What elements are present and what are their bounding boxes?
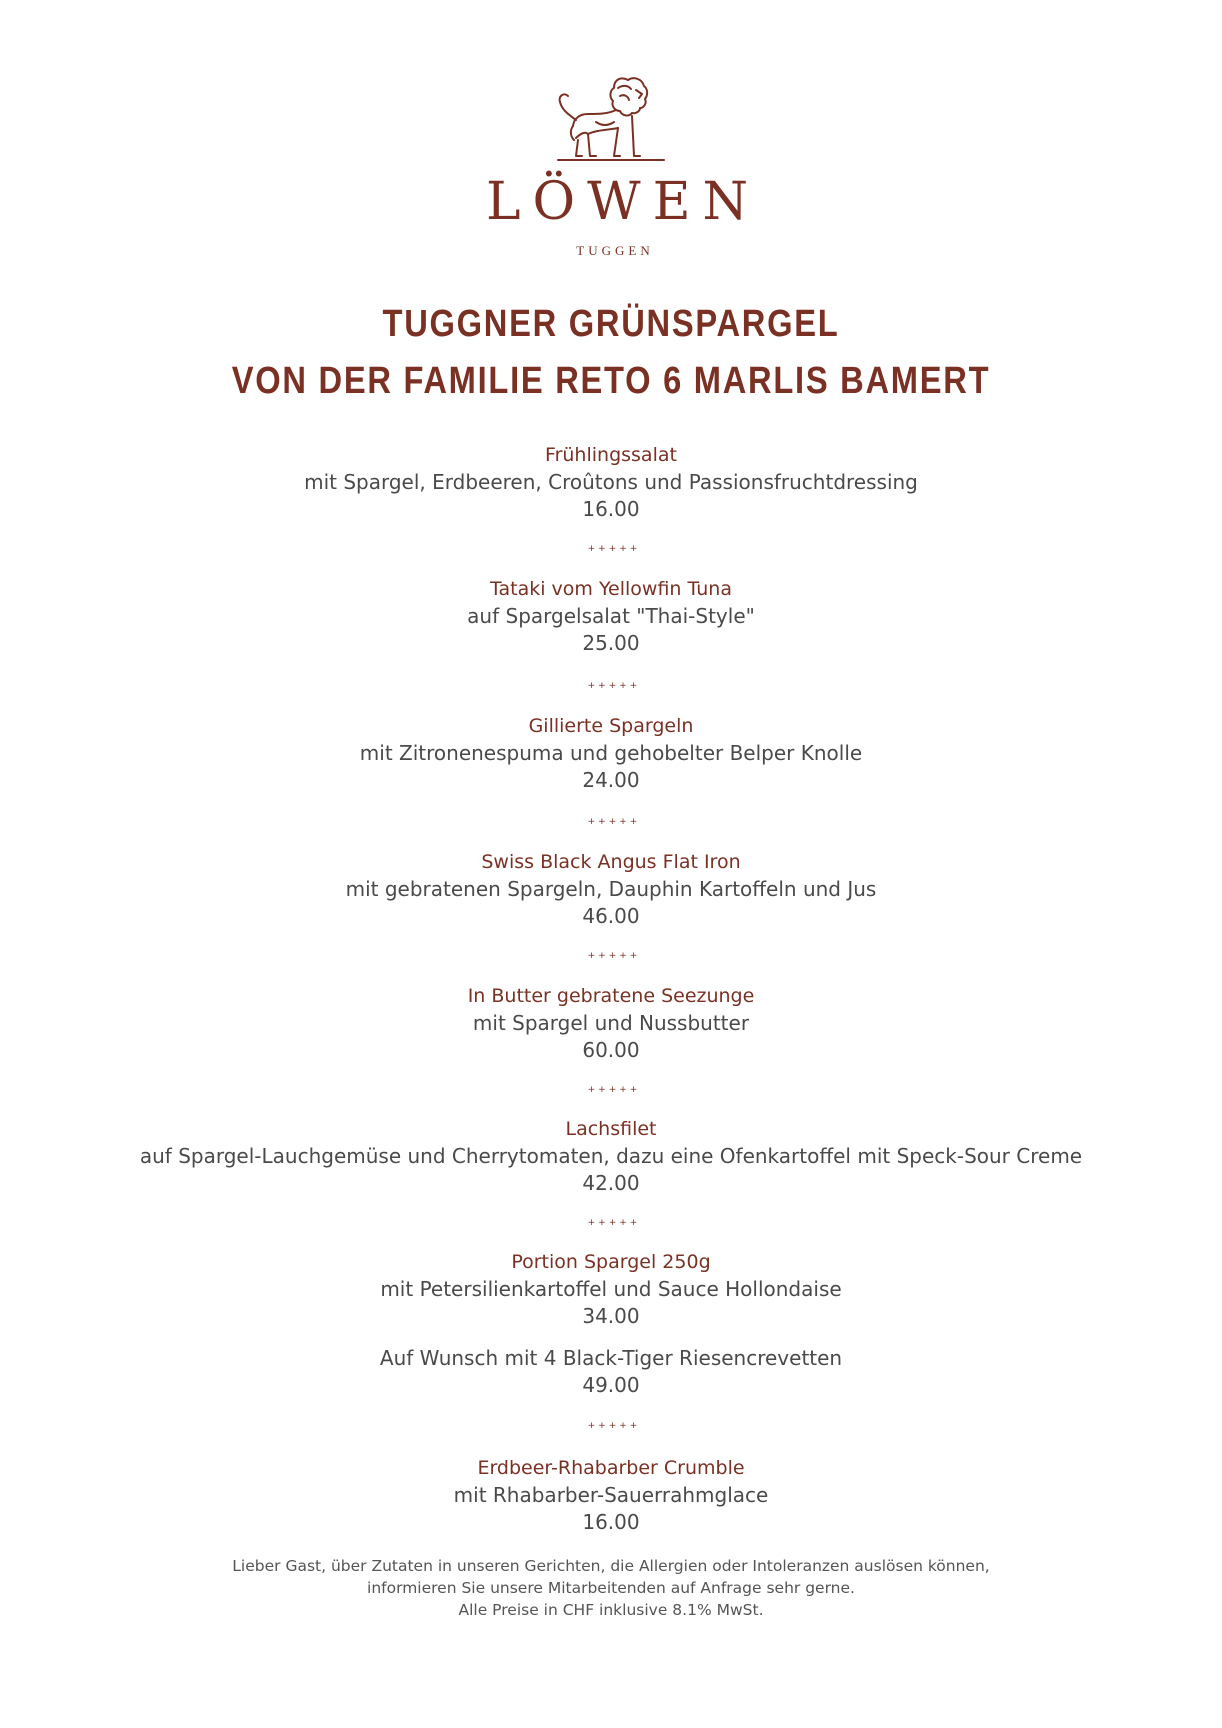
- menu-item: [0, 1249, 1222, 1330]
- menu-item-price: 24.00: [582, 768, 640, 792]
- lion-icon: [556, 70, 666, 170]
- menu-item-name: Portion Spargel 250g: [511, 1251, 711, 1273]
- divider: +++++: [587, 1421, 641, 1431]
- divider: +++++: [587, 1218, 641, 1228]
- menu-item-description: mit Spargel, Erdbeeren, Croûtons und Passionsfruchtdressing: [304, 470, 918, 494]
- menu-item-description: mit gebratenen Spargeln, Dauphin Kartoffeln und Jus: [345, 877, 877, 901]
- menu-item-description: mit Rhabarber-Sauerrahmglace: [453, 1483, 769, 1507]
- menu-item-name: In Butter gebratene Seezunge: [467, 985, 755, 1007]
- menu-item-name: Tataki vom Yellowfin Tuna: [490, 578, 732, 600]
- brand-name: LÖWEN: [485, 172, 761, 232]
- divider: +++++: [587, 1085, 641, 1095]
- menu-item: [0, 983, 1222, 1064]
- menu-item-price: 60.00: [582, 1038, 640, 1062]
- menu-item-price: 46.00: [582, 904, 640, 928]
- allergy-notice: [0, 1555, 1222, 1621]
- menu-item-option-price: 49.00: [582, 1373, 640, 1397]
- allergy-notice-line-1: Lieber Gast, über Zutaten in unseren Gerichten, die Allergien oder Intoleranzen auslösen können,: [232, 1557, 990, 1575]
- menu-item: [0, 1455, 1222, 1536]
- divider: +++++: [587, 817, 641, 827]
- logo: [0, 70, 1222, 170]
- divider: +++++: [587, 544, 641, 554]
- menu-item-price: 25.00: [582, 631, 640, 655]
- menu-item: [0, 1116, 1222, 1197]
- price-notice: Alle Preise in CHF inklusive 8.1% MwSt.: [458, 1601, 764, 1619]
- menu-item-description: mit Spargel und Nussbutter: [472, 1011, 750, 1035]
- menu-item-name: Swiss Black Angus Flat Iron: [481, 851, 741, 873]
- menu-item-option-description: Auf Wunsch mit 4 Black-Tiger Riesencrevetten: [379, 1346, 843, 1370]
- menu-item-description: auf Spargelsalat "Thai-Style": [467, 604, 755, 628]
- menu-item: [0, 442, 1222, 523]
- menu-item: [0, 849, 1222, 930]
- menu-item-name: Erdbeer-Rhabarber Crumble: [477, 1457, 745, 1479]
- menu-item-description: mit Zitronenespuma und gehobelter Belper Knolle: [359, 741, 863, 765]
- allergy-notice-line-2: informieren Sie unsere Mitarbeitenden auf Anfrage sehr gerne.: [367, 1579, 855, 1597]
- menu-item: [0, 713, 1222, 794]
- divider: +++++: [587, 951, 641, 961]
- menu-item-name: Lachsfilet: [565, 1118, 657, 1140]
- brand-place: TUGGEN: [576, 243, 654, 258]
- menu-item-description: mit Petersilienkartoffel und Sauce Hollondaise: [380, 1277, 842, 1301]
- headline-line-1: TUGGNER GRÜNSPARGEL: [382, 303, 840, 345]
- menu-item-name: Gillierte Spargeln: [528, 715, 694, 737]
- headline-line-2: VON DER FAMILIE RETO 6 MARLIS BAMERT: [231, 360, 991, 402]
- menu-item-option: [0, 1345, 1222, 1399]
- menu-item-price: 16.00: [582, 497, 640, 521]
- menu-item-name: Frühlingssalat: [545, 444, 677, 466]
- menu-item: [0, 576, 1222, 657]
- menu-item-price: 42.00: [582, 1171, 640, 1195]
- divider: +++++: [587, 681, 641, 691]
- menu-item-price: 34.00: [582, 1304, 640, 1328]
- menu-item-description: auf Spargel-Lauchgemüse und Cherrytomaten, dazu eine Ofenkartoffel mit Speck-Sour Creme: [139, 1144, 1083, 1168]
- menu-item-price: 16.00: [582, 1510, 640, 1534]
